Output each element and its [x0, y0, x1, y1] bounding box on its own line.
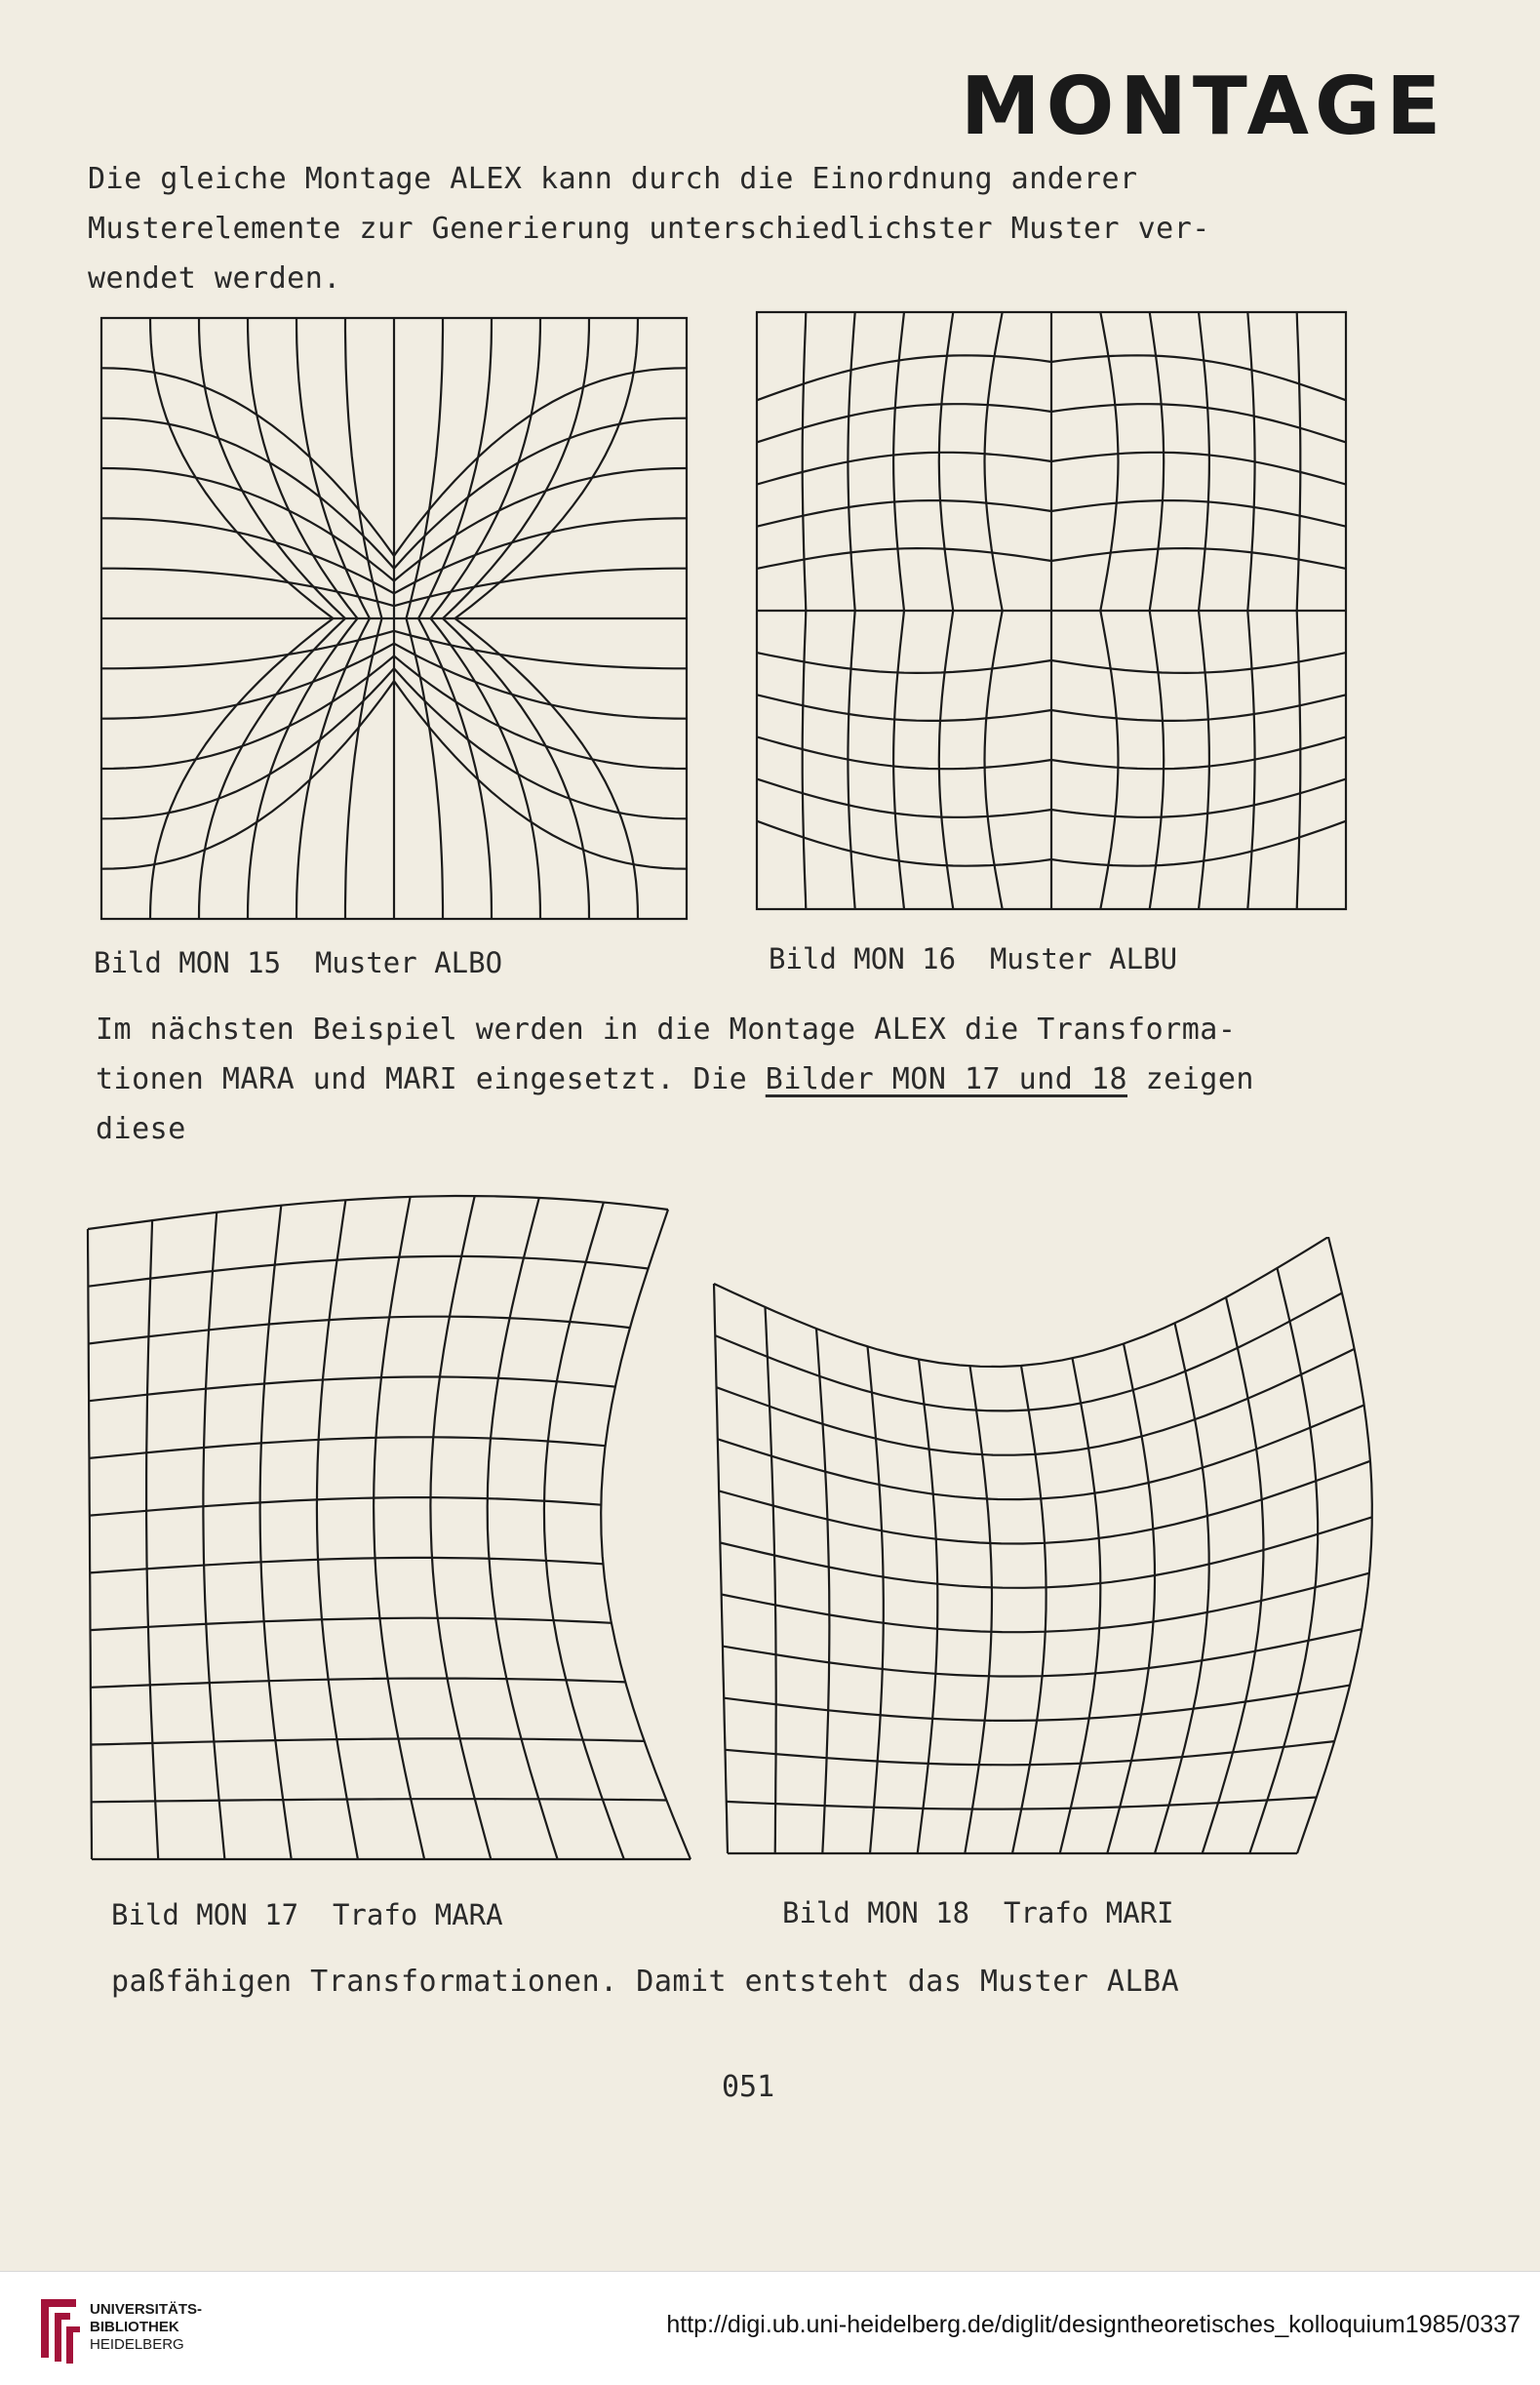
caption-mon16: Bild MON 16 Muster ALBU	[769, 942, 1178, 975]
grid-line	[89, 1317, 630, 1344]
caption-mon15: Bild MON 15 Muster ALBO	[94, 946, 503, 979]
grid-line	[1203, 1297, 1264, 1853]
page-heading: MONTAGE	[961, 60, 1447, 153]
pattern-line	[1051, 500, 1346, 527]
grid-line	[544, 1203, 624, 1859]
grid-line	[374, 1197, 424, 1859]
pattern-line	[893, 312, 904, 611]
library-name	[90, 2301, 202, 2354]
pattern-line	[101, 631, 394, 669]
grid-line	[88, 1229, 92, 1859]
pattern-line	[1051, 821, 1346, 866]
pattern-line	[1051, 404, 1346, 442]
pattern-line	[418, 618, 492, 919]
pattern-line	[1297, 312, 1301, 611]
grid-line	[601, 1210, 691, 1859]
pattern-line	[803, 611, 807, 909]
source-url-link[interactable]: http://digi.ub.uni-heidelberg.de/diglit/designtheoretisches_kolloquium1985/0337	[666, 2311, 1520, 2338]
grid-line	[90, 1497, 602, 1516]
grid-line	[1297, 1237, 1372, 1853]
pattern-line	[101, 569, 394, 607]
pattern-line	[101, 644, 394, 719]
grid-line	[868, 1346, 884, 1853]
pattern-line	[893, 611, 904, 909]
pattern-line	[757, 404, 1051, 442]
pattern-line	[394, 569, 687, 607]
pattern-line	[407, 318, 444, 618]
grid-line	[317, 1200, 358, 1859]
pattern-line	[1051, 695, 1346, 721]
pattern-line	[1297, 611, 1301, 909]
pattern-line	[407, 618, 444, 919]
grid-line	[90, 1437, 606, 1458]
caption-mon17: Bild MON 17 Trafo MARA	[111, 1898, 503, 1931]
figure-mon15-pattern	[98, 314, 692, 925]
figure-mon18-grid	[702, 1237, 1385, 1861]
body-paragraph	[96, 1005, 1254, 1154]
pattern-line	[418, 318, 492, 618]
pattern-line	[394, 644, 687, 719]
pattern-line	[101, 368, 394, 556]
pattern-line	[757, 779, 1051, 817]
pattern-line	[757, 821, 1051, 866]
grid-line	[430, 1196, 491, 1859]
pattern-line	[757, 653, 1051, 673]
figure-mon17-grid	[84, 1171, 698, 1863]
pattern-line	[757, 355, 1051, 400]
pattern-line	[1199, 312, 1209, 611]
text-line	[96, 1054, 1254, 1104]
pattern-line	[455, 618, 639, 919]
pattern-line	[1051, 453, 1346, 485]
pattern-line	[757, 695, 1051, 721]
page-number: 051	[722, 2070, 775, 2104]
pattern-line	[757, 548, 1051, 569]
text-line: paßfähigen Transformationen. Damit entsteht das Muster ALBA	[111, 1965, 1180, 1999]
pattern-line	[803, 312, 807, 611]
pattern-line	[757, 500, 1051, 527]
pattern-line	[394, 681, 687, 869]
pattern-line	[1051, 548, 1346, 569]
pattern-line	[101, 518, 394, 593]
closing-paragraph	[111, 1957, 1179, 2007]
grid-line	[918, 1360, 938, 1854]
grid-line	[90, 1558, 603, 1573]
grid-line	[91, 1738, 644, 1744]
intro-paragraph	[88, 154, 1210, 303]
grid-line	[146, 1220, 158, 1859]
pattern-line	[296, 618, 370, 919]
pattern-line	[455, 318, 639, 618]
grid-line	[766, 1307, 776, 1853]
library-logo-icon	[31, 2293, 86, 2365]
pattern-line	[345, 618, 382, 919]
grid-line	[88, 1196, 668, 1229]
pattern-line	[150, 618, 334, 919]
pattern-line	[1199, 611, 1209, 909]
grid-line	[91, 1679, 625, 1688]
pattern-line	[1051, 736, 1346, 769]
pattern-line	[101, 681, 394, 869]
text-segment: zeigen	[1127, 1062, 1254, 1096]
grid-line	[714, 1237, 1328, 1367]
library-name-line: HEIDELBERG	[90, 2336, 184, 2353]
grid-line	[1107, 1344, 1155, 1854]
text-line: Im nächsten Beispiel werden in die Montage ALEX die Transforma-	[96, 1013, 1237, 1047]
grid-line	[1249, 1268, 1318, 1853]
pattern-line	[757, 736, 1051, 769]
pattern-line	[1051, 779, 1346, 817]
pattern-line	[757, 453, 1051, 485]
text-line: wendet werden.	[88, 261, 341, 296]
grid-line	[203, 1212, 224, 1859]
caption-mon18: Bild MON 18 Trafo MARI	[782, 1896, 1174, 1929]
grid-line	[816, 1329, 829, 1853]
pattern-line	[150, 318, 334, 618]
grid-line	[92, 1799, 667, 1802]
figure-reference: Bilder MON 17 und 18	[765, 1062, 1128, 1096]
grid-line	[89, 1377, 615, 1402]
pattern-line	[394, 518, 687, 593]
text-line: Musterelemente zur Generierung unterschiedlichster Muster ver-	[88, 212, 1210, 246]
grid-line	[91, 1618, 612, 1630]
pattern-line	[296, 318, 370, 618]
grid-line	[1060, 1358, 1101, 1853]
grid-line	[260, 1206, 292, 1859]
text-line: Die gleiche Montage ALEX kann durch die Einordnung anderer	[88, 162, 1138, 196]
grid-line	[714, 1284, 728, 1853]
grid-line	[718, 1405, 1364, 1499]
grid-line	[965, 1366, 992, 1853]
grid-line	[1155, 1323, 1209, 1853]
text-segment: tionen MARA und MARI eingesetzt. Die	[96, 1062, 766, 1096]
pattern-line	[394, 368, 687, 556]
pattern-line	[394, 631, 687, 669]
pattern-line	[345, 318, 382, 618]
text-line: diese	[96, 1112, 186, 1146]
library-name-line: BIBLIOTHEK	[90, 2319, 179, 2335]
grid-line	[488, 1198, 558, 1859]
pattern-line	[1051, 355, 1346, 400]
pattern-line	[1051, 653, 1346, 673]
grid-line	[88, 1256, 648, 1287]
library-footer	[0, 2271, 1540, 2385]
figure-mon16-pattern	[753, 308, 1352, 915]
grid-line	[1012, 1366, 1046, 1853]
library-name-line: UNIVERSITÄTS-	[90, 2301, 203, 2318]
